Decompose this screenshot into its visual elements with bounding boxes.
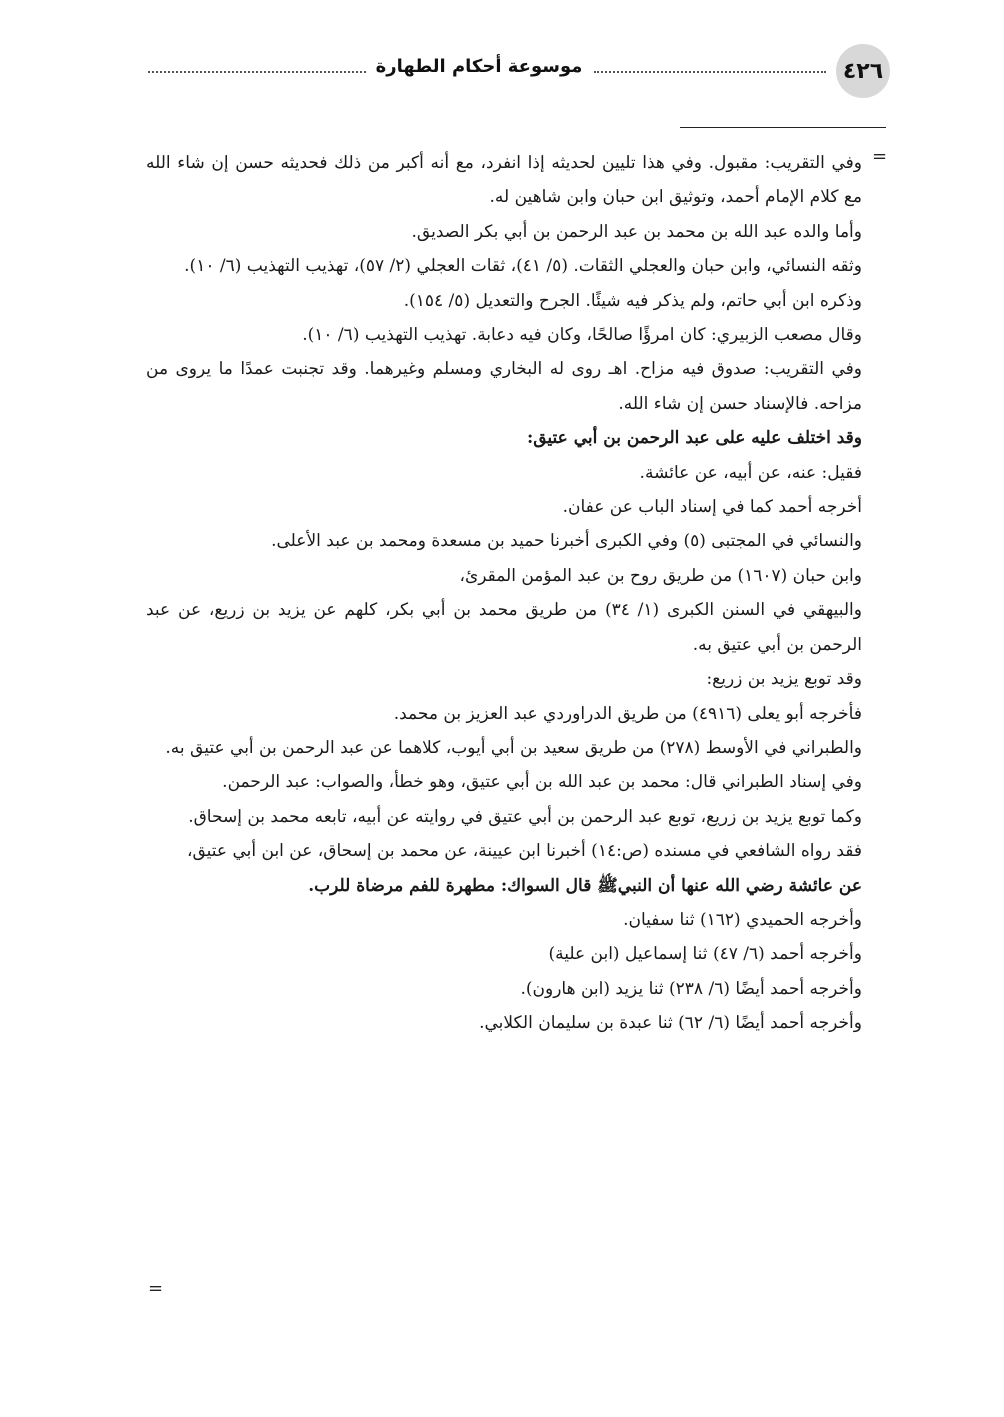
paragraph: وفي إسناد الطبراني قال: محمد بن عبد الله بن أبي عتيق، وهو خطأ، والصواب: عبد الرحمن. [222,772,862,793]
paragraph: وأخرجه أحمد (٦/ ٤٧) ثنا إسماعيل (ابن علية) [548,944,862,965]
paragraph: وأخرجه أحمد أيضًا (٦/ ٦٢) ثنا عبدة بن سليمان الكلابي. [479,1013,862,1034]
continuation-marker-top: = [872,146,888,167]
header-dotted-leader-left [148,71,366,73]
footnote-separator-rule [680,127,886,128]
paragraph: وقد توبع يزيد بن زريع: [706,669,862,690]
paragraph: والنسائي في المجتبى (٥) وفي الكبرى أخبرنا حميد بن مسعدة ومحمد بن عبد الأعلى. [271,531,862,552]
continuation-marker-bottom: = [148,1278,164,1299]
paragraph: فقيل: عنه، عن أبيه، عن عائشة. [639,462,862,483]
section-heading: وقد اختلف عليه على عبد الرحمن بن أبي عتيق: [526,428,862,449]
footnote-text [146,146,862,1041]
hadith-text: عن عائشة رضي الله عنها أن النبيﷺ قال السواك: مطهرة للفم مرضاة للرب. [308,875,862,896]
paragraph: أخرجه أحمد كما في إسناد الباب عن عفان. [562,497,862,518]
paragraph: والبيهقي في السنن الكبرى (١/ ٣٤) من طريق محمد بن أبي بكر، كلهم عن يزيد بن زريع، عن عبد الرحمن بن أبي عتيق به. [146,600,862,655]
running-title: موسوعة أحكام الطهارة [375,56,583,77]
paragraph: وأخرجه أحمد أيضًا (٦/ ٢٣٨) ثنا يزيد (ابن هارون). [520,978,862,999]
paragraph: وثقه النسائي، وابن حبان والعجلي الثقات. (٥/ ٤١)، ثقات العجلي (٢/ ٥٧)، تهذيب التهذيب (٦/ ١٠). [184,256,862,277]
paragraph: وفي التقريب: صدوق فيه مزاح. اهـ روى له البخاري ومسلم وغيرهما. وقد تجنبت عمدًا ما يروى من مزاحه. فالإسناد حسن إن شاء الله. [146,359,862,414]
paragraph: والطبراني في الأوسط (٢٧٨) من طريق سعيد بن أبي أيوب، كلاهما عن عبد الرحمن بن أبي عتيق به. [165,737,862,758]
paragraph: فأخرجه أبو يعلى (٤٩١٦) من طريق الدراوردي عبد العزيز بن محمد. [393,703,862,724]
paragraph: فقد رواه الشافعي في مسنده (ص:١٤) أخبرنا ابن عيينة، عن محمد بن إسحاق، عن ابن أبي عتيق، [187,841,862,862]
paragraph: وفي التقريب: مقبول. وفي هذا تليين لحديثه إذا انفرد، مع أنه أكبر من ذلك فحديثه حسن إن شاء الله مع كلام الإمام أحمد، وتوثيق ابن حبان وابن شاهين له. [146,153,862,208]
paragraph: وكما توبع يزيد بن زريع، توبع عبد الرحمن بن أبي عتيق في روايته عن أبيه، تابعه محمد بن إسحاق. [188,806,862,827]
paragraph: وأخرجه الحميدي (١٦٢) ثنا سفيان. [623,909,862,930]
paragraph: وابن حبان (١٦٠٧) من طريق روح بن عبد المؤمن المقرئ، [459,565,862,586]
paragraph: وقال مصعب الزبيري: كان امرؤًا صالحًا، وكان فيه دعابة. تهذيب التهذيب (٦/ ١٠). [302,325,862,346]
header-dotted-leader-right [594,71,826,73]
paragraph: وذكره ابن أبي حاتم، ولم يذكر فيه شيئًا. الجرح والتعديل (٥/ ١٥٤). [403,290,862,311]
page-number: ٤٢٦ [836,44,890,98]
paragraph: وأما والده عبد الله بن محمد بن عبد الرحمن بن أبي بكر الصديق. [411,221,862,242]
